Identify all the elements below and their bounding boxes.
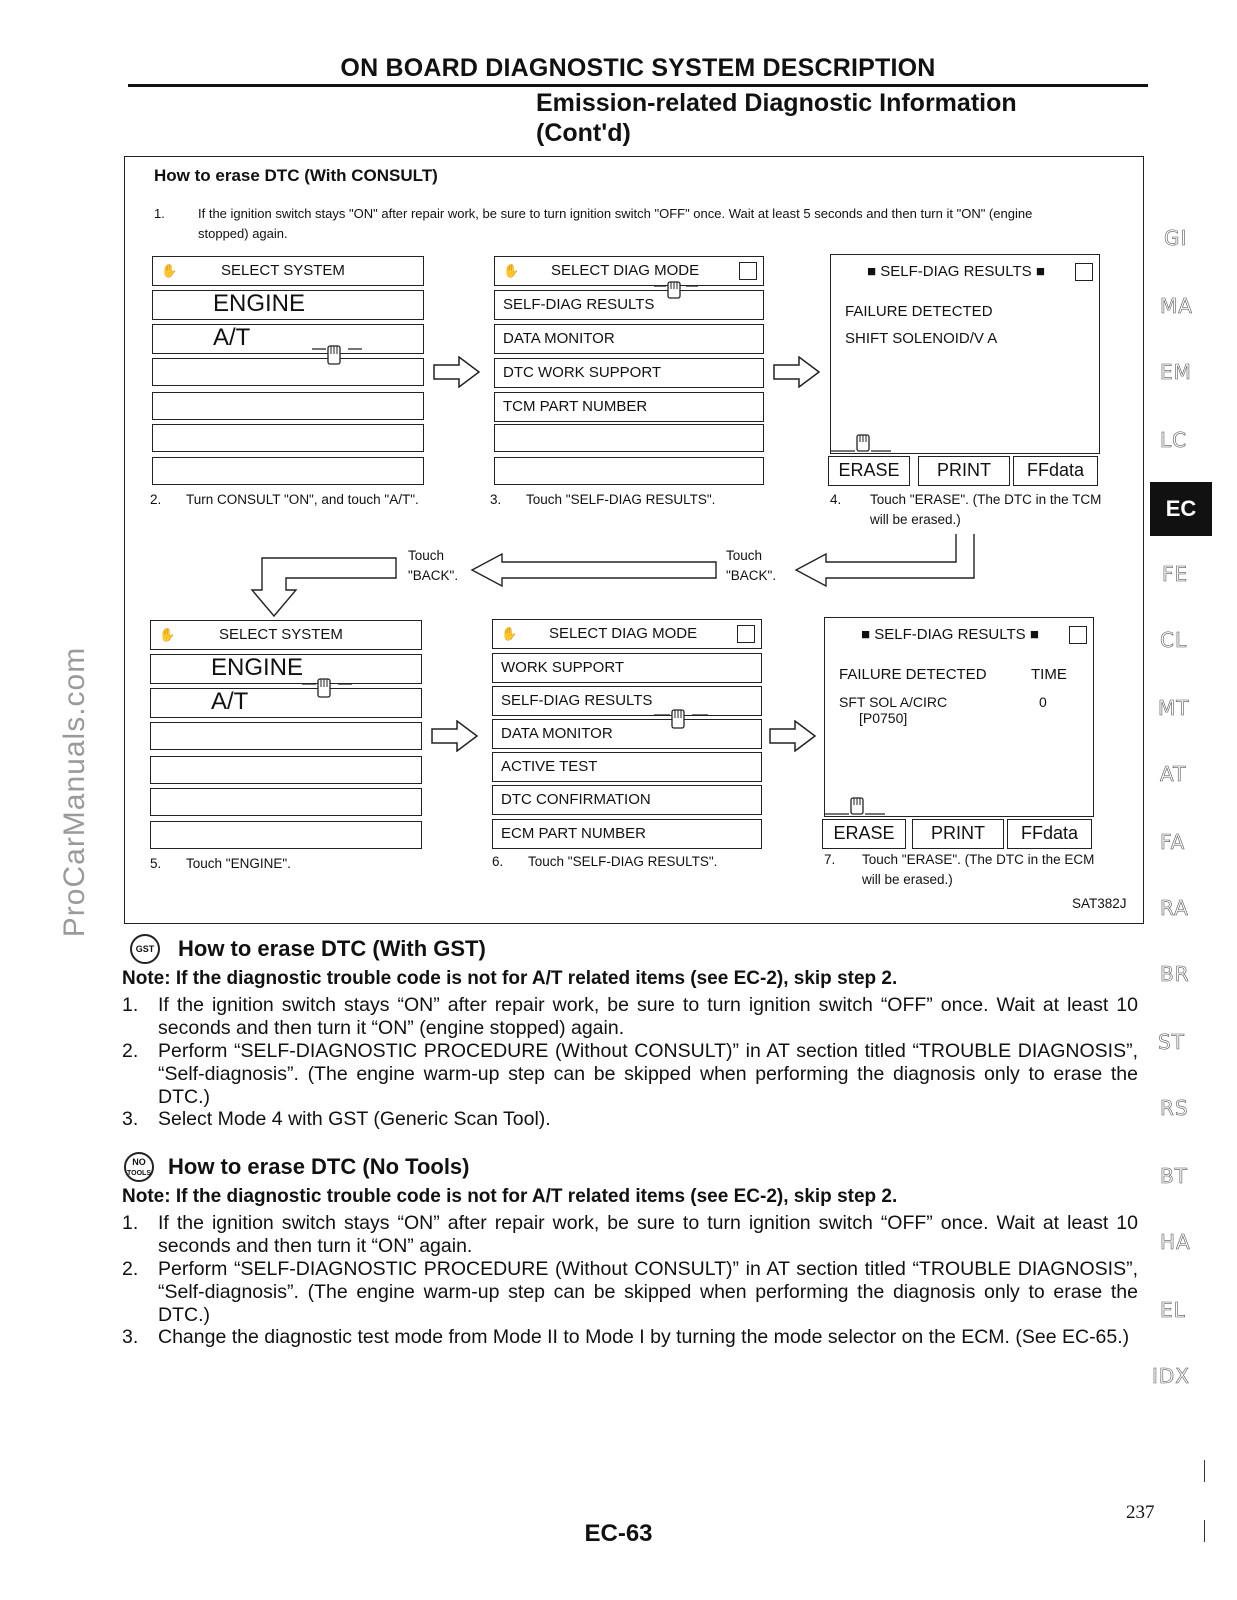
system-at-button[interactable]: A/T <box>150 688 422 718</box>
bottom-self-diag-results-screen <box>824 617 1094 817</box>
item-number: 2. <box>122 1040 139 1062</box>
print-button[interactable]: PRINT <box>912 819 1004 849</box>
caption-text: Turn CONSULT "ON", and touch "A/T". <box>186 492 419 507</box>
diag-mode-header-label: SELECT DIAG MODE <box>551 262 700 279</box>
caption-number: 4. <box>830 492 842 507</box>
caption-text: Touch "ENGINE". <box>186 856 291 871</box>
checkbox-icon <box>1069 626 1087 644</box>
side-tab-bt[interactable]: BT <box>1160 1164 1188 1188</box>
diag-mode-work-support[interactable]: WORK SUPPORT <box>492 653 762 683</box>
side-tab-ma[interactable]: MA <box>1160 294 1193 318</box>
side-tab-fe[interactable]: FE <box>1162 562 1189 586</box>
system-empty-row <box>150 821 422 849</box>
bottom-select-diag-mode-screen <box>492 619 762 849</box>
self-diag-header <box>867 263 1045 280</box>
side-tab-cl[interactable]: CL <box>1160 628 1188 652</box>
caption-text: Touch "SELF-DIAG RESULTS". <box>526 492 716 507</box>
system-engine-button[interactable]: ENGINE <box>150 654 422 684</box>
diag-mode-self-diag-results[interactable]: SELF-DIAG RESULTS <box>494 290 764 320</box>
square-bullet-icon: ■ <box>1035 263 1045 280</box>
square-bullet-icon: ■ <box>861 626 871 643</box>
side-tab-ha[interactable]: HA <box>1160 1230 1191 1254</box>
diag-mode-data-monitor[interactable]: DATA MONITOR <box>494 324 764 354</box>
gst-note: Note: If the diagnostic trouble code is not for A/T related items (see EC-2), skip step 2. <box>122 968 898 989</box>
top-select-diag-mode-screen <box>494 256 764 486</box>
hand-icon: ✋ <box>159 627 176 642</box>
pointing-hand-icon <box>654 707 708 731</box>
system-empty-row <box>150 756 422 784</box>
subtitle-line-2: (Cont'd) <box>536 119 631 147</box>
erase-button[interactable]: ERASE <box>828 456 910 486</box>
item-text: Select Mode 4 with GST (Generic Scan Tool). <box>158 1108 551 1130</box>
self-diag-header-label: SELF-DIAG RESULTS <box>880 263 1032 280</box>
select-system-header-label: SELECT SYSTEM <box>221 262 345 279</box>
back-label-line-1: Touch <box>408 548 445 563</box>
checkbox-icon <box>1075 263 1093 281</box>
top-select-system-screen <box>152 256 424 486</box>
back-label-line-2: "BACK". <box>408 568 459 583</box>
hand-icon: ✋ <box>501 626 518 641</box>
side-tab-em[interactable]: EM <box>1160 360 1192 384</box>
system-empty-row <box>152 358 424 386</box>
watermark: ProCarManuals.com <box>58 646 92 938</box>
gst-item-1 <box>122 994 1138 1040</box>
ffdata-button[interactable]: FFdata <box>1007 819 1092 849</box>
no-tools-item-1 <box>122 1212 1138 1258</box>
back-flow-arrows <box>250 528 990 620</box>
item-text: Change the diagnostic test mode from Mode II to Mode I by turning the mode selector on the ECM. (See EC-65.) <box>158 1326 1130 1348</box>
pointing-hand-icon <box>831 433 891 455</box>
system-engine-button[interactable]: ENGINE <box>152 290 424 320</box>
caption-number: 5. <box>150 856 162 871</box>
self-diag-header <box>861 626 1039 643</box>
ffdata-button[interactable]: FFdata <box>1013 456 1098 486</box>
square-bullet-icon: ■ <box>867 263 877 280</box>
figure-code: SAT382J <box>1072 896 1127 911</box>
gst-item-2 <box>122 1040 1138 1108</box>
diag-mode-empty-row <box>494 457 764 485</box>
diag-mode-self-diag-results[interactable]: SELF-DIAG RESULTS <box>492 686 762 716</box>
next-arrow-icon <box>773 356 821 388</box>
step-number: 1. <box>154 206 165 221</box>
side-tab-el[interactable]: EL <box>1160 1298 1186 1322</box>
gst-item-3 <box>122 1108 1138 1132</box>
no-tools-icon-line-1: NO <box>132 1157 146 1167</box>
side-tab-ra[interactable]: RA <box>1160 896 1189 920</box>
detected-item: SHIFT SOLENOID/V A <box>845 330 998 347</box>
caption-text: Touch "SELF-DIAG RESULTS". <box>528 854 718 869</box>
pointing-hand-icon <box>302 676 352 700</box>
system-at-button[interactable]: A/T <box>152 324 424 354</box>
back-label-right <box>726 546 776 586</box>
item-text: If the ignition switch stays “ON” after repair work, be sure to turn ignition switch “OFF” once. Wait at least 10 seconds and then turn it “ON” again. <box>158 1212 1138 1257</box>
back-label-left <box>408 546 458 586</box>
diag-mode-dtc-work-support[interactable]: DTC WORK SUPPORT <box>494 358 764 388</box>
no-tools-section-title: How to erase DTC (No Tools) <box>168 1154 470 1179</box>
checkbox-icon <box>739 262 757 280</box>
square-bullet-icon: ■ <box>1029 626 1039 643</box>
pointing-hand-icon <box>825 796 885 818</box>
next-arrow-icon <box>433 356 481 388</box>
diag-mode-header <box>492 619 762 649</box>
diag-mode-empty-row <box>494 424 764 452</box>
item-number: 2. <box>122 1258 139 1280</box>
no-tools-item-3 <box>122 1326 1138 1372</box>
checkbox-icon <box>737 625 755 643</box>
no-tools-icon-line-2: TOOLS <box>127 1170 151 1177</box>
side-tab-lc[interactable]: LC <box>1160 428 1188 452</box>
pointing-hand-icon <box>654 278 698 302</box>
select-system-header <box>150 620 422 650</box>
item-text: If the ignition switch stays “ON” after repair work, be sure to turn ignition switch “OFF” once. Wait at least 10 seconds and then turn it “ON” (engine stopped) again. <box>158 994 1138 1039</box>
select-system-header-label: SELECT SYSTEM <box>219 626 343 643</box>
caption-text: Touch "ERASE". (The DTC in the TCM will be erased.) <box>870 492 1102 527</box>
caption-number: 7. <box>824 852 836 867</box>
side-tab-mt[interactable]: MT <box>1158 696 1190 720</box>
no-tools-note: Note: If the diagnostic trouble code is not for A/T related items (see EC-2), skip step 2. <box>122 1186 898 1207</box>
diag-mode-active-test[interactable]: ACTIVE TEST <box>492 752 762 782</box>
system-empty-row <box>150 722 422 750</box>
pointing-hand-icon <box>312 344 362 368</box>
detected-item: SFT SOL A/CIRC <box>839 694 948 710</box>
time-column: TIME <box>1031 666 1067 683</box>
side-tab-ec-active[interactable]: EC <box>1150 482 1212 536</box>
caption-text: Touch "ERASE". (The DTC in the ECM will be erased.) <box>862 852 1095 887</box>
detected-item-code: [P0750] <box>859 710 908 726</box>
self-diag-header-label: SELF-DIAG RESULTS <box>874 626 1026 643</box>
consult-title: How to erase DTC (With CONSULT) <box>154 166 438 185</box>
hand-icon: ✋ <box>161 263 178 278</box>
gst-icon: GST <box>130 934 160 964</box>
side-tab-rs[interactable]: RS <box>1160 1096 1189 1120</box>
side-tab-gi[interactable]: GI <box>1164 226 1188 250</box>
diag-mode-dtc-confirmation[interactable]: DTC CONFIRMATION <box>492 785 762 815</box>
no-tools-icon <box>124 1152 154 1182</box>
item-number: 3. <box>122 1108 139 1130</box>
item-text: Perform “SELF-DIAGNOSTIC PROCEDURE (Without CONSULT)” in AT section titled “TROUBLE DIAGNOSIS”, “Self-diagnosis”. (The engine warm-up step can be skipped when performing the diagnosis only to erase the DTC.) <box>158 1040 1138 1108</box>
page-number: 237 <box>1126 1502 1155 1523</box>
diag-mode-ecm-part-number[interactable]: ECM PART NUMBER <box>492 819 762 849</box>
no-tools-item-2 <box>122 1258 1138 1326</box>
subtitle-line-1: Emission-related Diagnostic Information <box>536 89 1017 117</box>
system-empty-row <box>152 392 424 420</box>
system-empty-row <box>152 424 424 452</box>
print-button[interactable]: PRINT <box>918 456 1010 486</box>
failure-detected-label: FAILURE DETECTED <box>845 303 993 320</box>
gst-section-title: How to erase DTC (With GST) <box>178 936 486 961</box>
select-system-header <box>152 256 424 286</box>
detected-item-time: 0 <box>1039 694 1047 710</box>
section-subtitle <box>536 88 1017 148</box>
caption-number: 6. <box>492 854 504 869</box>
item-number: 1. <box>122 994 139 1016</box>
side-tab-br[interactable]: BR <box>1160 962 1190 986</box>
caption-number: 3. <box>490 492 502 507</box>
margin-mark <box>1204 1460 1205 1482</box>
side-tab-idx[interactable]: IDX <box>1152 1364 1190 1388</box>
item-number: 3. <box>122 1326 139 1348</box>
system-empty-row <box>150 788 422 816</box>
top-self-diag-results-screen <box>830 254 1100 454</box>
diag-mode-header-label: SELECT DIAG MODE <box>549 625 698 642</box>
erase-button[interactable]: ERASE <box>822 819 906 849</box>
hand-icon: ✋ <box>503 263 520 278</box>
next-arrow-icon <box>431 720 479 752</box>
diag-mode-data-monitor[interactable]: DATA MONITOR <box>492 719 762 749</box>
page-code: EC-63 <box>584 1520 653 1547</box>
next-arrow-icon <box>769 720 817 752</box>
back-label-line-2: "BACK". <box>726 568 777 583</box>
diag-mode-tcm-part-number[interactable]: TCM PART NUMBER <box>494 392 764 422</box>
step-text: If the ignition switch stays "ON" after repair work, be sure to turn ignition switch "OFF" once. Wait at least 5 seconds and then turn it "ON" (engine stopped) again. <box>198 206 1033 241</box>
page-header-title: ON BOARD DIAGNOSTIC SYSTEM DESCRIPTION <box>340 54 936 82</box>
failure-detected-column: FAILURE DETECTED <box>839 666 987 683</box>
header-rule <box>128 84 1148 87</box>
back-label-line-1: Touch <box>726 548 763 563</box>
item-text: Perform “SELF-DIAGNOSTIC PROCEDURE (Without CONSULT)” in AT section titled “TROUBLE DIAGNOSIS”, “Self-diagnosis”. (The engine warm-up step can be skipped when performing the diagnosis only to erase the DTC.) <box>158 1258 1138 1326</box>
system-empty-row <box>152 457 424 485</box>
side-tab-st[interactable]: ST <box>1158 1030 1185 1054</box>
item-number: 1. <box>122 1212 139 1234</box>
side-tab-at[interactable]: AT <box>1160 762 1187 786</box>
side-tab-fa[interactable]: FA <box>1160 830 1186 854</box>
bottom-select-system-screen <box>150 620 422 850</box>
caption-number: 2. <box>150 492 162 507</box>
diag-mode-header <box>494 256 764 286</box>
